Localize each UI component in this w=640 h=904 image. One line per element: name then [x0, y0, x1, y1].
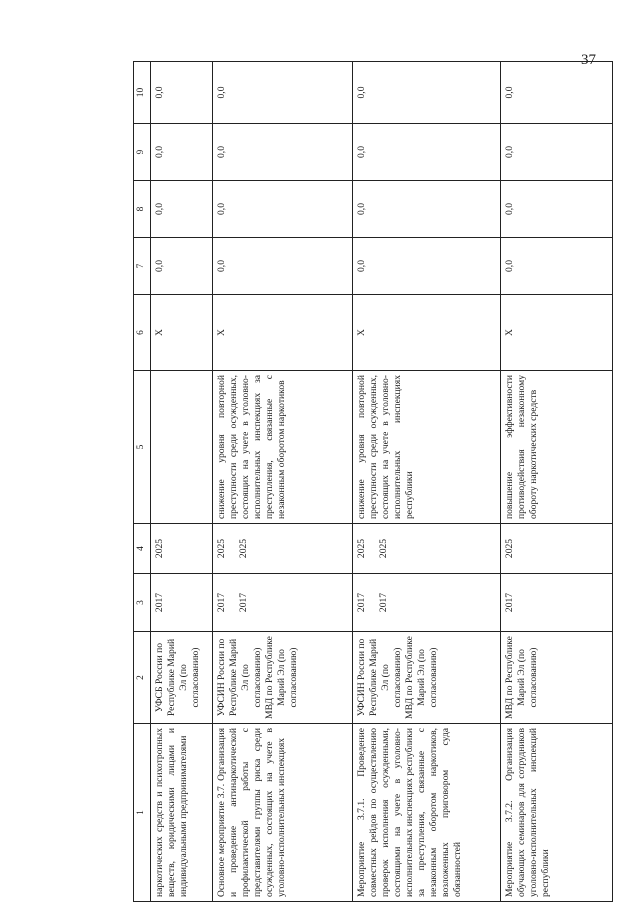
- header-col-10: 10: [134, 62, 151, 124]
- responsible-cell: [352, 632, 500, 724]
- program-table: [133, 61, 613, 902]
- header-col-3: 3: [134, 574, 151, 632]
- value-cell-7: 0,0: [212, 238, 352, 295]
- end-year: 2025: [503, 538, 515, 559]
- value-cell-8: 0,0: [212, 181, 352, 238]
- page-number: 37: [581, 52, 596, 68]
- end-year: 2025: [153, 538, 165, 559]
- header-row: [134, 62, 151, 902]
- responsible-cell: [212, 632, 352, 724]
- expected-result-cell: повышение эффективности противодействия незаконному обороту наркотических средств: [500, 371, 612, 524]
- start-year: 2017: [355, 592, 367, 613]
- responsible-executor: УФСБ России по Республике Марий Эл (по согласованию): [153, 638, 201, 717]
- expected-result-cell: снижение уровня повторной преступности среди осужденных, состоящих на учете в уголовно-исполнительных инспекциях за преступления, связанные с незаконным оборотом наркотиков: [212, 371, 352, 524]
- start-year-cell: [500, 574, 612, 632]
- value-cell-7: 0,0: [352, 238, 500, 295]
- end-year-cell: [212, 524, 352, 574]
- end-year: 2025: [237, 538, 249, 559]
- responsible-executor: УФСИН России по Республике Марий Эл (по согласованию): [355, 638, 403, 717]
- measure-name-cell: Мероприятие 3.7.1. Проведение совместных рейдов по осуществлению проверок исполнения осужденными, состоящими на учете в уголовно-исполнительных инспекциях республики за преступления, связанные с незаконным оборотом наркотиков, возложенных приговором суда обязанностей: [352, 724, 500, 902]
- spacer: [228, 528, 238, 569]
- responsible-executor: УФСИН России по Республике Марий Эл (по согласованию): [215, 638, 263, 717]
- value-cell-10: 0,0: [212, 62, 352, 124]
- mark-cell: X: [500, 295, 612, 371]
- measure-name-cell: наркотических средств и психотропных веществ, юридическими лицами и индивидуальными предпринимателями: [150, 724, 212, 902]
- mark-cell: X: [212, 295, 352, 371]
- spacer: [368, 578, 378, 627]
- expected-result-cell: [150, 371, 212, 524]
- end-year: 2025: [215, 538, 227, 559]
- mark-cell: X: [352, 295, 500, 371]
- header-col-6: 6: [134, 295, 151, 371]
- responsible-cell: [500, 632, 612, 724]
- start-year: 2017: [377, 592, 389, 613]
- start-year-cell: [212, 574, 352, 632]
- spacer: [228, 578, 238, 627]
- value-cell-7: 0,0: [500, 238, 612, 295]
- header-col-9: 9: [134, 124, 151, 181]
- mark-cell: X: [150, 295, 212, 371]
- value-cell-9: 0,0: [212, 124, 352, 181]
- value-cell-10: 0,0: [150, 62, 212, 124]
- header-col-4: 4: [134, 524, 151, 574]
- header-col-5: 5: [134, 371, 151, 524]
- spacer: [368, 528, 378, 569]
- value-cell-9: 0,0: [500, 124, 612, 181]
- value-cell-7: 0,0: [150, 238, 212, 295]
- value-cell-10: 0,0: [352, 62, 500, 124]
- value-cell-8: 0,0: [150, 181, 212, 238]
- start-year: 2017: [153, 592, 165, 613]
- responsible-cell: [150, 632, 212, 724]
- end-year: 2025: [377, 538, 389, 559]
- expected-result-cell: снижение уровня повторной преступности среди осужденных, состоящих на учете в уголовно-исполнительных инспекциях республики: [352, 371, 500, 524]
- responsible-executor: МВД по Республике Марий Эл (по согласованию): [403, 636, 439, 719]
- end-year-cell: [352, 524, 500, 574]
- header-col-1: 1: [134, 724, 151, 902]
- table-row: [500, 62, 612, 902]
- measure-name-cell: Мероприятие 3.7.2. Организация обучающих семинаров для сотрудников уголовно-исполнительных инспекций республики: [500, 724, 612, 902]
- responsible-executor: МВД по Республике Марий Эл (по согласованию): [503, 636, 539, 719]
- header-col-2: 2: [134, 632, 151, 724]
- start-year-cell: [352, 574, 500, 632]
- table-row: [212, 62, 352, 902]
- measure-name-cell: Основное мероприятие 3.7. Организация и проведение антинаркотической профилактической работы с представителями группы риска среди осужденных, состоящих на учете в уголовно-исполнительных инспекциях: [212, 724, 352, 902]
- value-cell-9: 0,0: [352, 124, 500, 181]
- end-year-cell: [150, 524, 212, 574]
- value-cell-8: 0,0: [500, 181, 612, 238]
- end-year-cell: [500, 524, 612, 574]
- header-col-7: 7: [134, 238, 151, 295]
- table-row: [352, 62, 500, 902]
- end-year: 2025: [355, 538, 367, 559]
- header-col-8: 8: [134, 181, 151, 238]
- start-year: 2017: [503, 592, 515, 613]
- table-row: [150, 62, 212, 902]
- start-year: 2017: [237, 592, 249, 613]
- value-cell-9: 0,0: [150, 124, 212, 181]
- value-cell-8: 0,0: [352, 181, 500, 238]
- start-year: 2017: [215, 592, 227, 613]
- value-cell-10: 0,0: [500, 62, 612, 124]
- responsible-executor: МВД по Республике Марий Эл (по согласованию): [263, 636, 299, 719]
- start-year-cell: [150, 574, 212, 632]
- rotated-table-wrapper: [133, 62, 631, 902]
